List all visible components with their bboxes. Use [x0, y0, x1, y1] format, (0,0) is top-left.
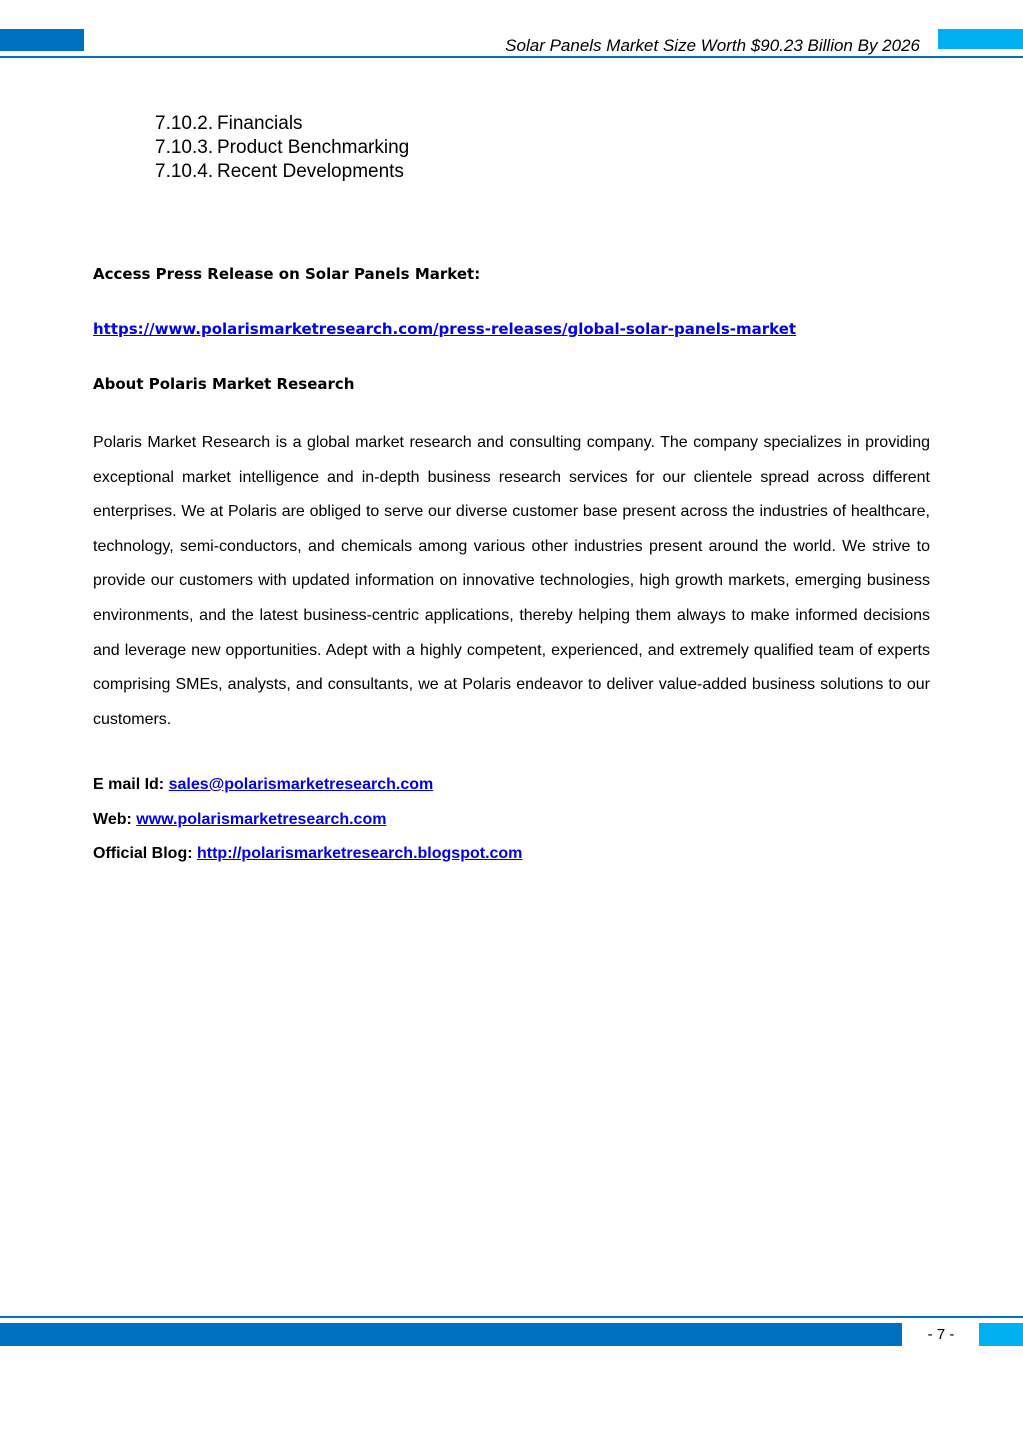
blog-link[interactable]: http://polarismarketresearch.blogspot.com [197, 845, 523, 862]
footer-rule [0, 1316, 1023, 1318]
blog-label: Official Blog: [93, 845, 197, 862]
email-label: E mail Id: [93, 776, 169, 793]
toc-label: Financials [217, 113, 303, 134]
contact-web-row [93, 811, 386, 829]
press-link-row [93, 320, 796, 338]
toc-item [155, 136, 409, 160]
toc-number: 7.10.4. [155, 161, 214, 182]
contact-email-row [93, 776, 433, 794]
toc-label: Product Benchmarking [217, 137, 410, 158]
page-number: - 7 - [927, 1326, 955, 1343]
contact-blog-row [93, 845, 522, 863]
footer-bar [0, 1323, 902, 1346]
header-rule [0, 56, 1023, 58]
web-label: Web: [93, 811, 137, 828]
about-paragraph: Polaris Market Research is a global market research and consulting company. The company specializes in providing exceptional market intelligence and in-depth business research services for our clientele spread across different enterprises. We at Polaris are obliged to serve our diverse customer base present across the industries of healthcare, technology, semi-conductors, and chemicals among various other industries present around the world. We strive to provide our customers with updated information on innovative technologies, high growth markets, emerging business environments, and the latest business-centric applications, thereby helping them always to make informed decisions and leverage new opportunities. Adept with a highly competent, experienced, and extremely qualified team of experts comprising SMEs, analysts, and consultants, we at Polaris endeavor to deliver value-added business solutions to our customers. [93, 434, 930, 728]
toc-list [155, 112, 409, 184]
press-heading: Access Press Release on Solar Panels Market: [93, 265, 481, 283]
header-right-accent [938, 29, 1023, 49]
toc-number: 7.10.2. [155, 113, 214, 134]
about-heading: About Polaris Market Research [93, 375, 355, 393]
footer-right-accent [979, 1323, 1023, 1346]
toc-item [155, 112, 409, 136]
header-left-accent [0, 29, 84, 51]
toc-number: 7.10.3. [155, 137, 214, 158]
email-link[interactable]: sales@polarismarketresearch.com [168, 776, 434, 793]
web-link[interactable]: www.polarismarketresearch.com [136, 811, 387, 828]
header-title: Solar Panels Market Size Worth $90.23 Billion By 2026 [505, 36, 920, 55]
toc-item [155, 160, 409, 184]
press-release-link[interactable]: https://www.polarismarketresearch.com/press-releases/global-solar-panels-market [93, 320, 797, 338]
toc-label: Recent Developments [217, 161, 404, 182]
